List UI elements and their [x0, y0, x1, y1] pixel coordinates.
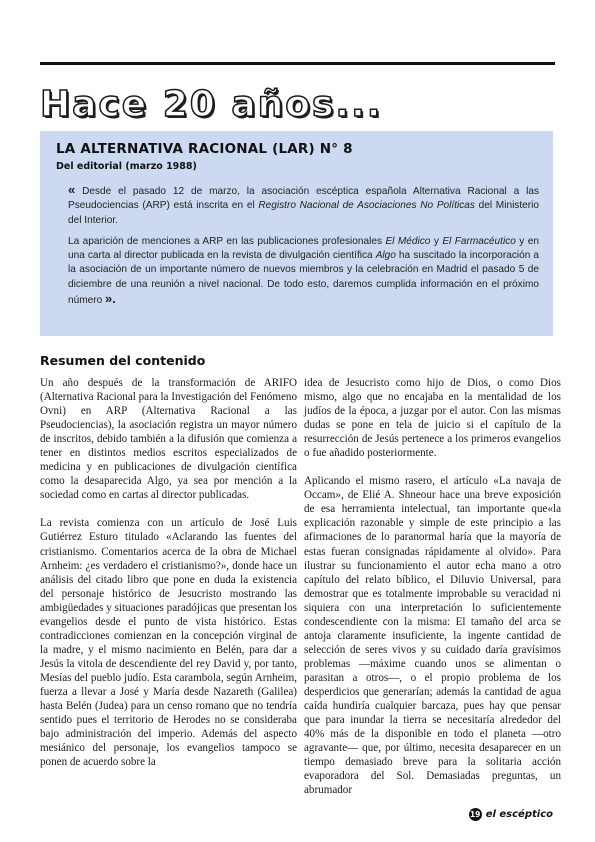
body-paragraph: La revista comienza con un artículo de José Luis Gutiérrez Esturo titulado «Aclarando las fuentes del cristianismo. Comentarios acerca de la obra de Michael Arnheim: ¿es verdadero el cristianismo?», donde hace un análisis del citado libro que pone en duda la existencia del personaje histórico de Jesucristo mostrando las ambigüedades y situaciones paradójicas que presentan los evangelios desde el punto de vista histórico. Estas contradicciones comienzan en la concepción virginal de la madre, y el mismo nacimiento en Belén, para dar a Jesús la vitola de descendiente del rey David y, por tanto, Mesías del pueblo judío. Esta carambola, según Arnheim, fuerza a llevar a José y María desde Nazareth (Galilea) hasta Belén (Judea) para un censo romano que no tendría sentido pues el territorio de Herodes no se consideraba bajo administración del imperio. Además del aspecto mesiánico del personaje, los evangelios tampoco se ponen de acuerdo sobre la — [40, 517, 297, 769]
top-rule — [40, 62, 555, 65]
left-column — [40, 376, 297, 783]
page-footer — [469, 808, 553, 821]
editorial-box — [40, 131, 553, 336]
body-paragraph: Un año después de la transformación de ARIFO (Alternativa Racional para la Investigación del Fenómeno Ovni) en ARP (Alternativa Racional a las Pseudociencias), la asociación registra un mayor número de inscritos, debido también a la difusión que comienza a tener en distintos medios escritos especializados de medicina y en publicaciones de divulgación científica como la desaparecida Algo, ya sea por mención a la sociedad como en cartas al director publicadas. — [40, 377, 297, 502]
open-quote: « — [68, 182, 76, 197]
section-title: Resumen del contenido — [40, 353, 206, 368]
body-paragraph: Aplicando el mismo rasero, el artículo «La navaja de Occam», de Elié A. Shneour hace una breve exposición de esa herramienta intelectual, tan importante que«la explicación razonable y simple de este principio a las afirmaciones de lo paranormal haría que la mayoría de estas fueran consignadas rápidamente al olvido». Para ilustrar su funcionamiento el autor echa mano a otro capítulo del relato bíblico, el Diluvio Universal, para demostrar que es totalmente improbable su veracidad ni siquiera con una interpretación lo suficientemente condescendiente con la misma: El tamaño del arca se antoja claramente insuficiente, la ingente cantidad de selección de seres vivos y su cuidado daría gravísimos problemas —máxime cuando unos se alimentan o parasitan a otros—, o el propio problema de los desperdicios que generarían; además la cantidad de agua caída hundiría cualquier barcaza, pues hay que pensar que para inundar la tierra se necesitaría alrededor del 40% más de la disponible en todo el planeta —otro agravante— que, por último, necesita desaparecer en un tiempo demasiado breve para la solitaria acción evaporadora del Sol. Demasiadas preguntas, un abrumador — [304, 475, 561, 797]
box-title: LA ALTERNATIVA RACIONAL (LAR) N° 8 — [56, 141, 353, 157]
box-paragraph-1: « Desde el pasado 12 de marzo, la asociación escéptica española Alternativa Racional a las Pseudociencias (ARP) está inscrita en el Registro Nacional de Asociaciones No Políticas del Ministerio del Interior. — [68, 182, 539, 226]
box-subtitle: Del editorial (marzo 1988) — [56, 161, 197, 172]
page-title: Hace 20 años... — [40, 80, 555, 130]
body-paragraph: idea de Jesucristo como hijo de Dios, o como Dios mismo, algo que no encajaba en la mentalidad de los judíos de la época, a juzgar por el autor. Con las mismas dudas se pone en tela de juicio si el capítulo de la resurrección de Jesús pertenece a los primeros evangelios o fue añadido posteriormente. — [304, 377, 561, 460]
close-quote: ». — [105, 291, 116, 307]
page-number: 19 — [469, 810, 481, 819]
right-column — [304, 376, 561, 811]
magazine-name: el escéptico — [485, 809, 553, 820]
box-paragraph-2: La aparición de menciones a ARP en las publicaciones profesionales El Médico y El Farmacéutico y en una carta al director publicada en la revista de divulgación científica Algo ha suscitado la incorporación a la asociación de un importante número de nuevos miembros y la celebración en Madrid el pasado 5 de diciembre de una reunión a nivel nacional. De todo esto, daremos cumplida información en el próximo número ». — [68, 235, 539, 307]
